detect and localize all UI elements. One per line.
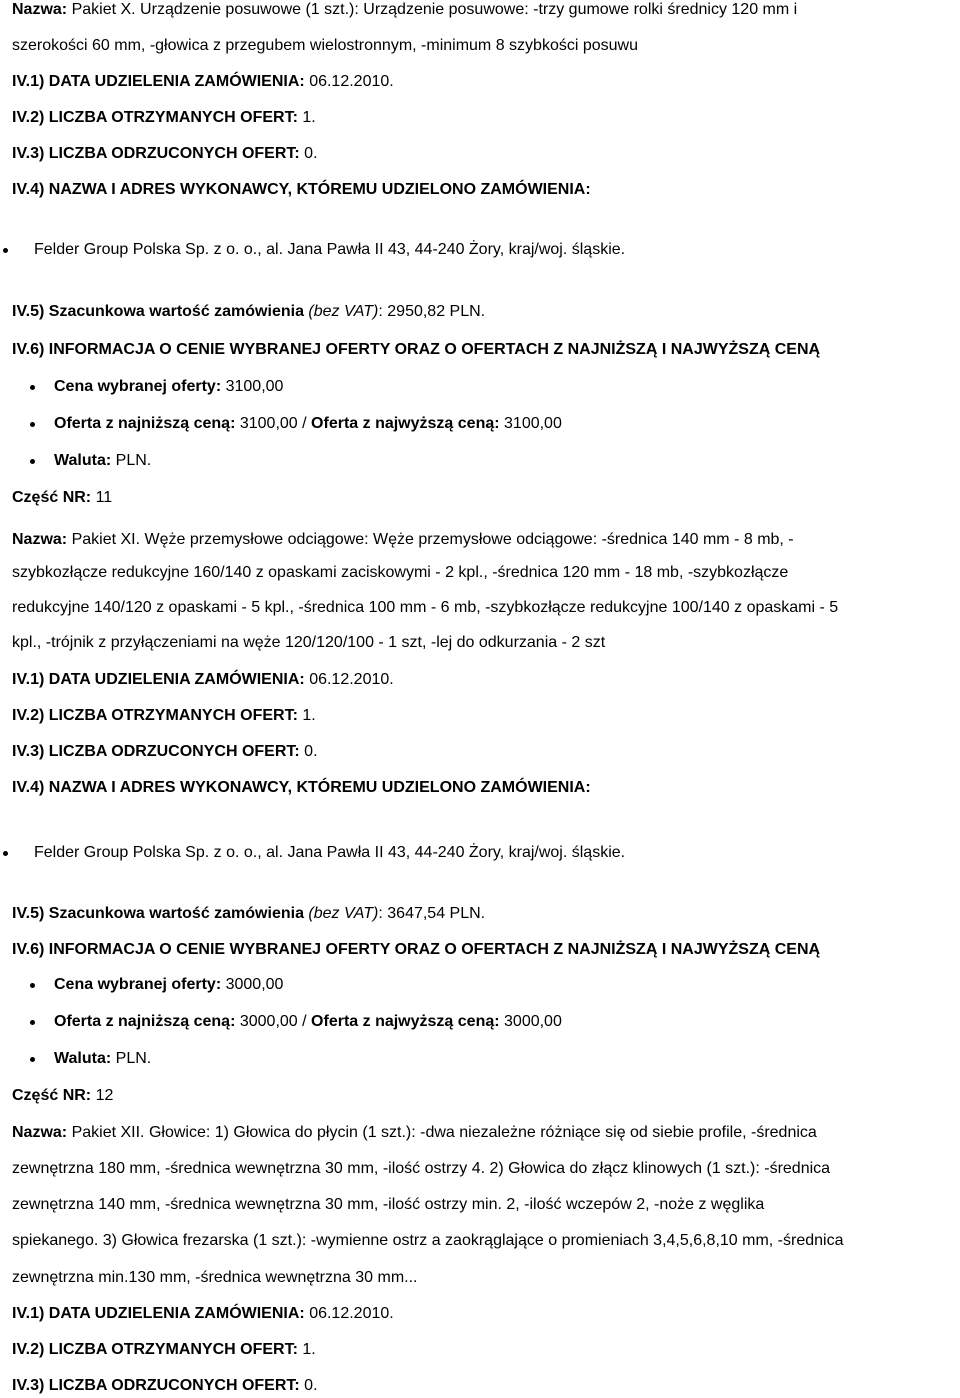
czesc-line bbox=[12, 488, 112, 508]
bullet-icon bbox=[30, 422, 35, 427]
informacja-cena-heading: IV.6) INFORMACJA O CENIE WYBRANEJ OFERTY ORAZ O OFERTACH Z NAJNIŻSZĄ I NAJWYŻSZĄ CENĄ bbox=[12, 341, 821, 358]
najwyzsza-value: 3000,00 bbox=[504, 1013, 562, 1030]
czesc-value: 12 bbox=[95, 1087, 114, 1104]
nazwa-continuation: zewnętrzna 140 mm, -średnica wewnętrzna 30 mm, -ilość ostrzy min. 2, -ilość wczepów 2, -noże z węglika bbox=[12, 1196, 765, 1213]
najwyzsza-value: 3100,00 bbox=[504, 415, 562, 432]
liczba-ofert-value: 1. bbox=[302, 109, 316, 126]
wartosc-line bbox=[12, 904, 485, 924]
waluta-value: PLN. bbox=[115, 452, 152, 469]
waluta-text bbox=[54, 451, 151, 471]
nazwa-label: Nazwa: bbox=[12, 531, 68, 548]
liczba-ofert-label: IV.2) LICZBA OTRZYMANYCH OFERT: bbox=[12, 707, 298, 724]
oferty-separator: / bbox=[302, 415, 307, 432]
liczba-ofert-line bbox=[12, 108, 316, 128]
data-udzielenia-label: IV.1) DATA UDZIELENIA ZAMÓWIENIA: bbox=[12, 73, 305, 90]
bullet-icon bbox=[30, 1057, 35, 1062]
data-udzielenia-line bbox=[12, 72, 394, 92]
waluta-label: Waluta: bbox=[54, 1050, 112, 1067]
nazwa-text: Pakiet XII. Głowice: 1) Głowica do płycin (1 szt.): -dwa niezależne różniące się od siebie profile, -średnica bbox=[71, 1124, 817, 1141]
waluta-text bbox=[54, 1049, 151, 1069]
nazwa-continuation: redukcyjne 140/120 z opaskami - 5 kpl., -średnica 100 mm - 6 mb, -szybkozłącze redukcyjne 100/140 z opaskami - 5 bbox=[12, 599, 839, 616]
najwyzsza-label: Oferta z najwyższą ceną: bbox=[311, 415, 500, 432]
nazwa-continuation: szybkozłącze redukcyjne 160/140 z opaskami zaciskowymi - 2 kpl., -średnica 120 mm - 18 mb, -szybkozłącze bbox=[12, 564, 789, 581]
oferty-text bbox=[54, 1012, 562, 1032]
data-udzielenia-line bbox=[12, 1304, 394, 1324]
najnizsza-value: 3000,00 bbox=[239, 1013, 298, 1030]
najnizsza-label: Oferta z najniższą ceną: bbox=[54, 415, 236, 432]
bullet-icon bbox=[3, 851, 8, 856]
nazwa-line bbox=[12, 0, 797, 20]
liczba-ofert-label: IV.2) LICZBA OTRZYMANYCH OFERT: bbox=[12, 1341, 298, 1358]
nazwa-continuation: spiekanego. 3) Głowica frezarska (1 szt.): -wymienne ostrz a zaokrąglające o promieniach 3,4,5,6,8,10 mm, -średnica bbox=[12, 1232, 844, 1249]
wartosc-line bbox=[12, 302, 485, 322]
cena-text bbox=[54, 975, 283, 995]
cena-value: 3000,00 bbox=[225, 976, 284, 993]
odrzucone-ofert-line bbox=[12, 1376, 318, 1396]
czesc-label: Część NR: bbox=[12, 1087, 92, 1104]
odrzucone-ofert-label: IV.3) LICZBA ODRZUCONYCH OFERT: bbox=[12, 145, 300, 162]
data-udzielenia-label: IV.1) DATA UDZIELENIA ZAMÓWIENIA: bbox=[12, 671, 305, 688]
odrzucone-ofert-value: 0. bbox=[304, 145, 318, 162]
wartosc-label: IV.5) Szacunkowa wartość zamówienia bbox=[12, 905, 304, 922]
waluta-value: PLN. bbox=[115, 1050, 152, 1067]
wykonawca-heading: IV.4) NAZWA I ADRES WYKONAWCY, KTÓREMU UDZIELONO ZAMÓWIENIA: bbox=[12, 181, 591, 198]
odrzucone-ofert-line bbox=[12, 144, 318, 164]
nazwa-label: Nazwa: bbox=[12, 1124, 68, 1141]
wykonawca-text: Felder Group Polska Sp. z o. o., al. Jana Pawła II 43, 44-240 Żory, kraj/woj. śląskie. bbox=[34, 241, 626, 258]
czesc-line bbox=[12, 1086, 113, 1106]
nazwa-line bbox=[12, 530, 794, 550]
wartosc-italic: (bez VAT) bbox=[308, 303, 379, 320]
nazwa-continuation: szerokości 60 mm, -głowica z przegubem wielostronnym, -minimum 8 szybkości posuwu bbox=[12, 37, 638, 54]
nazwa-continuation: zewnętrzna min.130 mm, -średnica wewnętrzna 30 mm... bbox=[12, 1269, 418, 1286]
odrzucone-ofert-label: IV.3) LICZBA ODRZUCONYCH OFERT: bbox=[12, 1377, 300, 1394]
najwyzsza-label: Oferta z najwyższą ceną: bbox=[311, 1013, 500, 1030]
liczba-ofert-line bbox=[12, 706, 316, 726]
waluta-label: Waluta: bbox=[54, 452, 112, 469]
cena-label: Cena wybranej oferty: bbox=[54, 378, 222, 395]
bullet-icon bbox=[30, 385, 35, 390]
wartosc-italic: (bez VAT) bbox=[308, 905, 379, 922]
odrzucone-ofert-line bbox=[12, 742, 318, 762]
nazwa-label: Nazwa: bbox=[12, 1, 68, 18]
wartosc-value: : 2950,82 PLN. bbox=[378, 303, 486, 320]
data-udzielenia-label: IV.1) DATA UDZIELENIA ZAMÓWIENIA: bbox=[12, 1305, 305, 1322]
data-udzielenia-value: 06.12.2010. bbox=[309, 1305, 394, 1322]
czesc-value: 11 bbox=[95, 489, 113, 506]
oferty-text bbox=[54, 414, 562, 434]
wykonawca-heading: IV.4) NAZWA I ADRES WYKONAWCY, KTÓREMU UDZIELONO ZAMÓWIENIA: bbox=[12, 779, 591, 796]
bullet-icon bbox=[30, 983, 35, 988]
liczba-ofert-value: 1. bbox=[302, 1341, 316, 1358]
wartosc-label: IV.5) Szacunkowa wartość zamówienia bbox=[12, 303, 304, 320]
odrzucone-ofert-value: 0. bbox=[304, 743, 318, 760]
cena-text bbox=[54, 377, 283, 397]
nazwa-text: Pakiet X. Urządzenie posuwowe (1 szt.): Urządzenie posuwowe: -trzy gumowe rolki średnicy 120 mm i bbox=[71, 1, 798, 18]
informacja-cena-heading: IV.6) INFORMACJA O CENIE WYBRANEJ OFERTY ORAZ O OFERTACH Z NAJNIŻSZĄ I NAJWYŻSZĄ CENĄ bbox=[12, 941, 821, 958]
data-udzielenia-line bbox=[12, 670, 394, 690]
nazwa-continuation: kpl., -trójnik z przyłączeniami na węże 120/120/100 - 1 szt, -lej do odkurzania - 2 szt bbox=[12, 634, 606, 651]
nazwa-line bbox=[12, 1123, 817, 1143]
oferty-separator: / bbox=[302, 1013, 307, 1030]
cena-label: Cena wybranej oferty: bbox=[54, 976, 222, 993]
czesc-label: Część NR: bbox=[12, 489, 92, 506]
bullet-icon bbox=[30, 1020, 35, 1025]
najnizsza-value: 3100,00 bbox=[239, 415, 298, 432]
liczba-ofert-value: 1. bbox=[302, 707, 316, 724]
nazwa-text: Pakiet XI. Węże przemysłowe odciągowe: Węże przemysłowe odciągowe: -średnica 140 mm - 8 mb, - bbox=[71, 531, 794, 548]
najnizsza-label: Oferta z najniższą ceną: bbox=[54, 1013, 236, 1030]
bullet-icon bbox=[30, 459, 35, 464]
wartosc-value: : 3647,54 PLN. bbox=[378, 905, 486, 922]
odrzucone-ofert-label: IV.3) LICZBA ODRZUCONYCH OFERT: bbox=[12, 743, 300, 760]
data-udzielenia-value: 06.12.2010. bbox=[309, 671, 394, 688]
data-udzielenia-value: 06.12.2010. bbox=[309, 73, 394, 90]
wykonawca-text: Felder Group Polska Sp. z o. o., al. Jana Pawła II 43, 44-240 Żory, kraj/woj. śląskie. bbox=[34, 844, 626, 861]
cena-value: 3100,00 bbox=[225, 378, 284, 395]
nazwa-continuation: zewnętrzna 180 mm, -średnica wewnętrzna 30 mm, -ilość ostrzy 4. 2) Głowica do złącz klinowych (1 szt.): -średnica bbox=[12, 1160, 831, 1177]
liczba-ofert-line bbox=[12, 1340, 316, 1360]
odrzucone-ofert-value: 0. bbox=[304, 1377, 318, 1394]
bullet-icon bbox=[3, 248, 8, 253]
liczba-ofert-label: IV.2) LICZBA OTRZYMANYCH OFERT: bbox=[12, 109, 298, 126]
